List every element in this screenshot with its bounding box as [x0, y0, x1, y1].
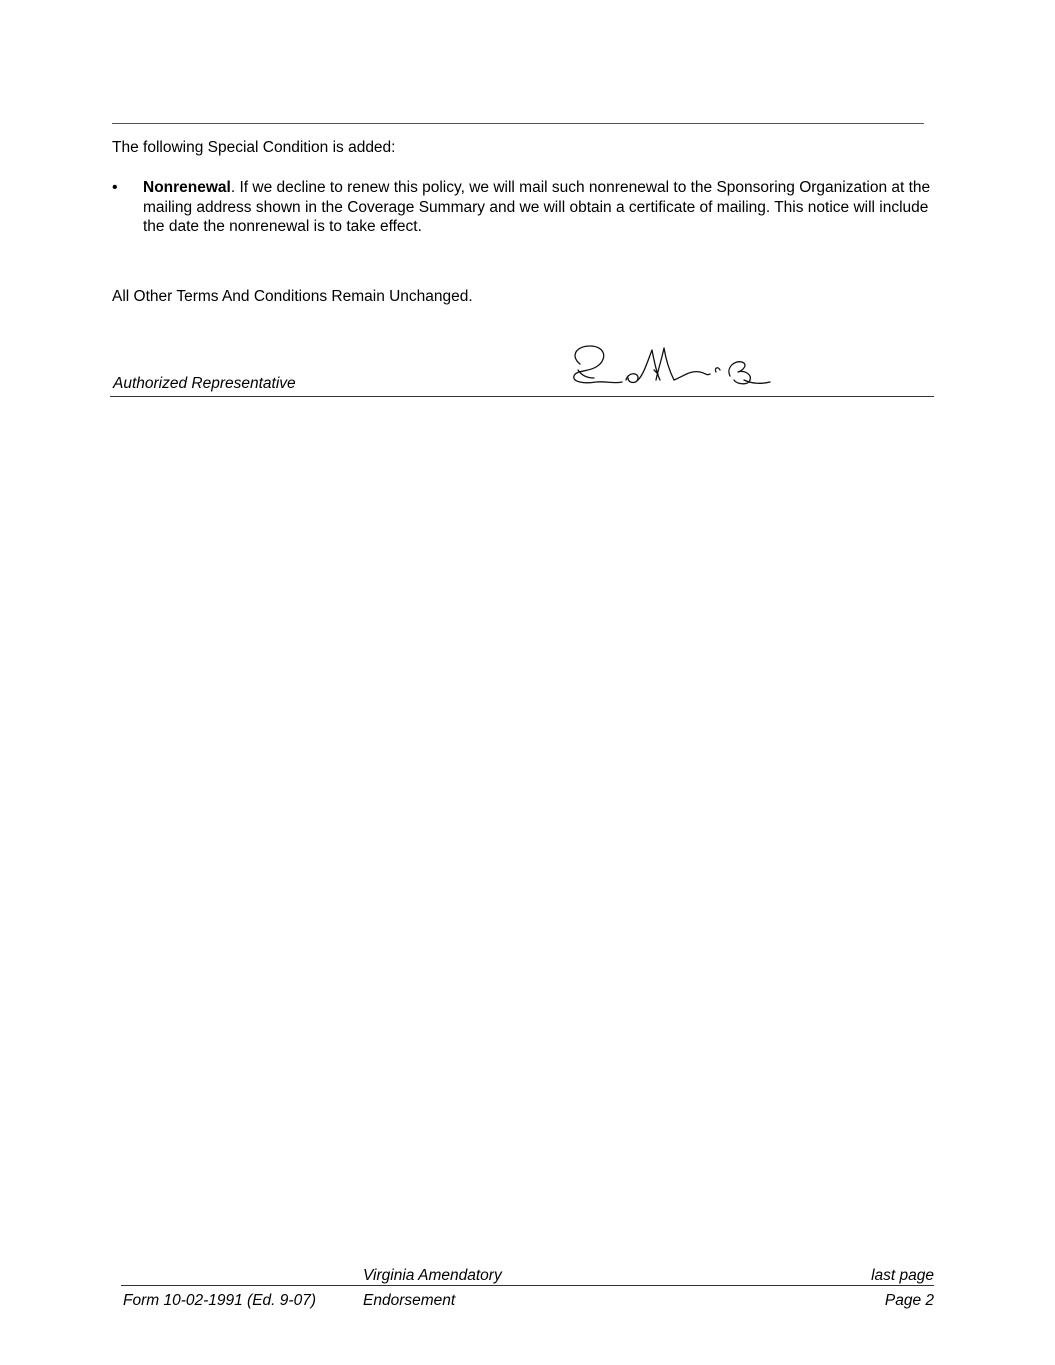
top-divider [112, 123, 924, 124]
signature-image [566, 340, 776, 396]
condition-title: Nonrenewal [143, 179, 231, 196]
footer-last-page-note: last page [871, 1267, 934, 1284]
signature-label: Authorized Representative [113, 375, 296, 392]
footer-divider [121, 1285, 934, 1286]
bullet-icon: • [112, 179, 118, 196]
signature-line [110, 396, 934, 397]
special-condition-item [112, 178, 952, 237]
footer-title-line2: Endorsement [363, 1292, 456, 1309]
condition-body: . If we decline to renew this policy, we will mail such nonrenewal to the Sponsoring Organization at the mailing address shown in the Coverage Summary and we will obtain a certificate of mailing. This notice will include the date the nonrenewal is to take effect. [143, 179, 931, 235]
footer-page-number: Page 2 [884, 1292, 934, 1309]
footer-form-number: Form 10-02-1991 (Ed. 9-07) [123, 1292, 316, 1309]
footer-title-line1: Virginia Amendatory [363, 1267, 502, 1284]
closing-statement: All Other Terms And Conditions Remain Unchanged. [112, 288, 473, 305]
intro-text: The following Special Condition is added: [112, 139, 396, 156]
special-condition-text [143, 178, 948, 237]
